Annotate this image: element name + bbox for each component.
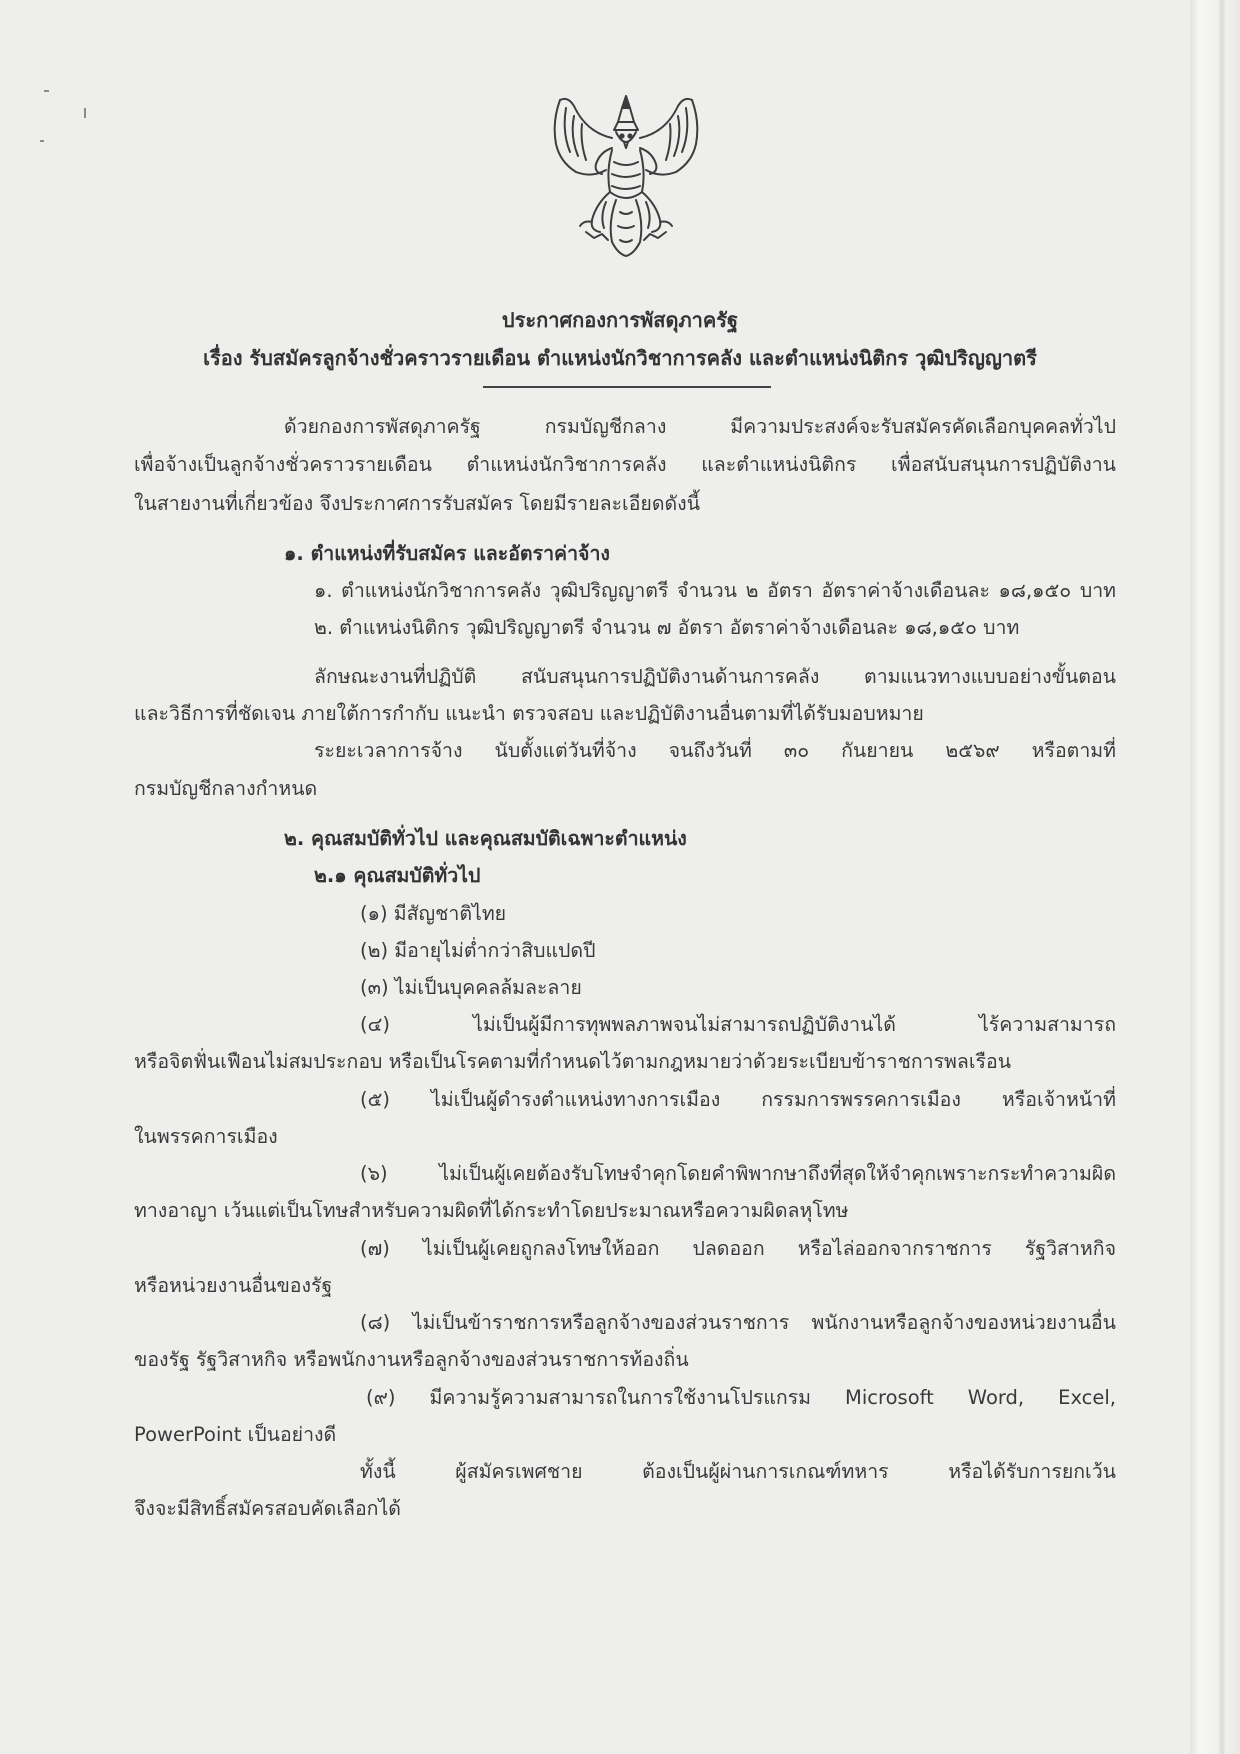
duty-line-2: และวิธีการที่ชัดเจน ภายใต้การกำกับ แนะนำ ตรวจสอบ และปฏิบัติงานอื่นตามที่ได้รับมอบหมาย (134, 702, 924, 725)
page-edge-shadow (1190, 0, 1240, 1754)
period-line-1: ระยะเวลาการจ้าง นับตั้งแต่วันที่จ้าง จนถึงวันที่ ๓๐ กันยายน ๒๕๖๙ หรือตามที่ (314, 739, 1116, 762)
qualification-2: (๒) มีอายุไม่ต่ำกว่าสิบแปดปี (360, 939, 596, 962)
qualification-8-line-2: ของรัฐ รัฐวิสาหกิจ หรือพนักงานหรือลูกจ้างของส่วนราชการท้องถิ่น (134, 1348, 689, 1371)
qualification-3: (๓) ไม่เป็นบุคคลล้มละลาย (360, 976, 582, 999)
scan-speck (40, 140, 44, 142)
intro-line-2: เพื่อจ้างเป็นลูกจ้างชั่วคราวรายเดือน ตำแหน่งนักวิชาการคลัง และตำแหน่งนิติกร เพื่อสนับสนุนการปฏิบัติงาน (134, 453, 1116, 476)
qualification-5-line-1: (๕) ไม่เป็นผู้ดำรงตำแหน่งทางการเมือง กรรมการพรรคการเมือง หรือเจ้าหน้าที่ (360, 1088, 1116, 1111)
scan-speck (84, 108, 86, 118)
qualification-7-line-2: หรือหน่วยงานอื่นของรัฐ (134, 1274, 333, 1297)
position-item-2: ๒. ตำแหน่งนิติกร วุฒิปริญญาตรี จำนวน ๗ อัตรา อัตราค่าจ้างเดือนละ ๑๘,๑๕๐ บาท (314, 616, 1020, 639)
announcement-subject: เรื่อง รับสมัครลูกจ้างชั่วคราวรายเดือน ตำแหน่งนักวิชาการคลัง และตำแหน่งนิติกร วุฒิปริญญาตรี (203, 346, 1037, 370)
qualification-1: (๑) มีสัญชาติไทย (360, 902, 507, 925)
qualification-6-line-2: ทางอาญา เว้นแต่เป็นโทษสำหรับความผิดที่ได้กระทำโดยประมาณหรือความผิดลหุโทษ (134, 1199, 849, 1222)
qualification-4-line-2: หรือจิตฟั่นเฟือนไม่สมประกอบ หรือเป็นโรคตามที่กำหนดไว้ตามกฎหมายว่าด้วยระเบียบข้าราชการพลเรือน (134, 1050, 1012, 1073)
military-note-line-2: จึงจะมีสิทธิ์สมัครสอบคัดเลือกได้ (134, 1497, 401, 1520)
qualification-5-line-2: ในพรรคการเมือง (134, 1125, 278, 1148)
qualification-8-line-1: (๘) ไม่เป็นข้าราชการหรือลูกจ้างของส่วนราชการ พนักงานหรือลูกจ้างของหน่วยงานอื่น (360, 1311, 1116, 1334)
qualification-9-line-2: PowerPoint เป็นอย่างดี (134, 1423, 337, 1446)
section-2-1-heading: ๒.๑ คุณสมบัติทั่วไป (314, 864, 481, 887)
intro-line-3: ในสายงานที่เกี่ยวข้อง จึงประกาศการรับสมัคร โดยมีรายละเอียดดังนี้ (134, 492, 701, 515)
qualification-7-line-1: (๗) ไม่เป็นผู้เคยถูกลงโทษให้ออก ปลดออก หรือไล่ออกจากราชการ รัฐวิสาหกิจ (360, 1237, 1116, 1260)
scan-speck (44, 90, 49, 92)
qualification-4-line-1: (๔) ไม่เป็นผู้มีการทุพพลภาพจนไม่สามารถปฏิบัติงานได้ ไร้ความสามารถ (360, 1013, 1116, 1036)
duty-line-1: ลักษณะงานที่ปฏิบัติ สนับสนุนการปฏิบัติงานด้านการคลัง ตามแนวทางแบบอย่างขั้นตอน (314, 665, 1116, 688)
qualification-9-line-1: (๙) มีความรู้ความสามารถในการใช้งานโปรแกรม Microsoft Word, Excel, (366, 1386, 1116, 1409)
intro-line-1: ด้วยกองการพัสดุภาครัฐ กรมบัญชีกลาง มีความประสงค์จะรับสมัครคัดเลือกบุคคลทั่วไป (284, 415, 1116, 438)
section-2-heading: ๒. คุณสมบัติทั่วไป และคุณสมบัติเฉพาะตำแหน่ง (284, 827, 687, 850)
period-line-2: กรมบัญชีกลางกำหนด (134, 777, 318, 800)
garuda-emblem-icon (546, 92, 706, 262)
section-1-heading: ๑. ตำแหน่งที่รับสมัคร และอัตราค่าจ้าง (284, 542, 610, 565)
military-note-line-1: ทั้งนี้ ผู้สมัครเพศชาย ต้องเป็นผู้ผ่านการเกณฑ์ทหาร หรือได้รับการยกเว้น (360, 1460, 1116, 1483)
announcement-title: ประกาศกองการพัสดุภาครัฐ (501, 308, 739, 332)
position-item-1: ๑. ตำแหน่งนักวิชาการคลัง วุฒิปริญญาตรี จำนวน ๒ อัตรา อัตราค่าจ้างเดือนละ ๑๘,๑๕๐ บาท (314, 579, 1116, 602)
title-divider (483, 386, 771, 388)
qualification-6-line-1: (๖) ไม่เป็นผู้เคยต้องรับโทษจำคุกโดยคำพิพากษาถึงที่สุดให้จำคุกเพราะกระทำความผิด (360, 1162, 1116, 1185)
